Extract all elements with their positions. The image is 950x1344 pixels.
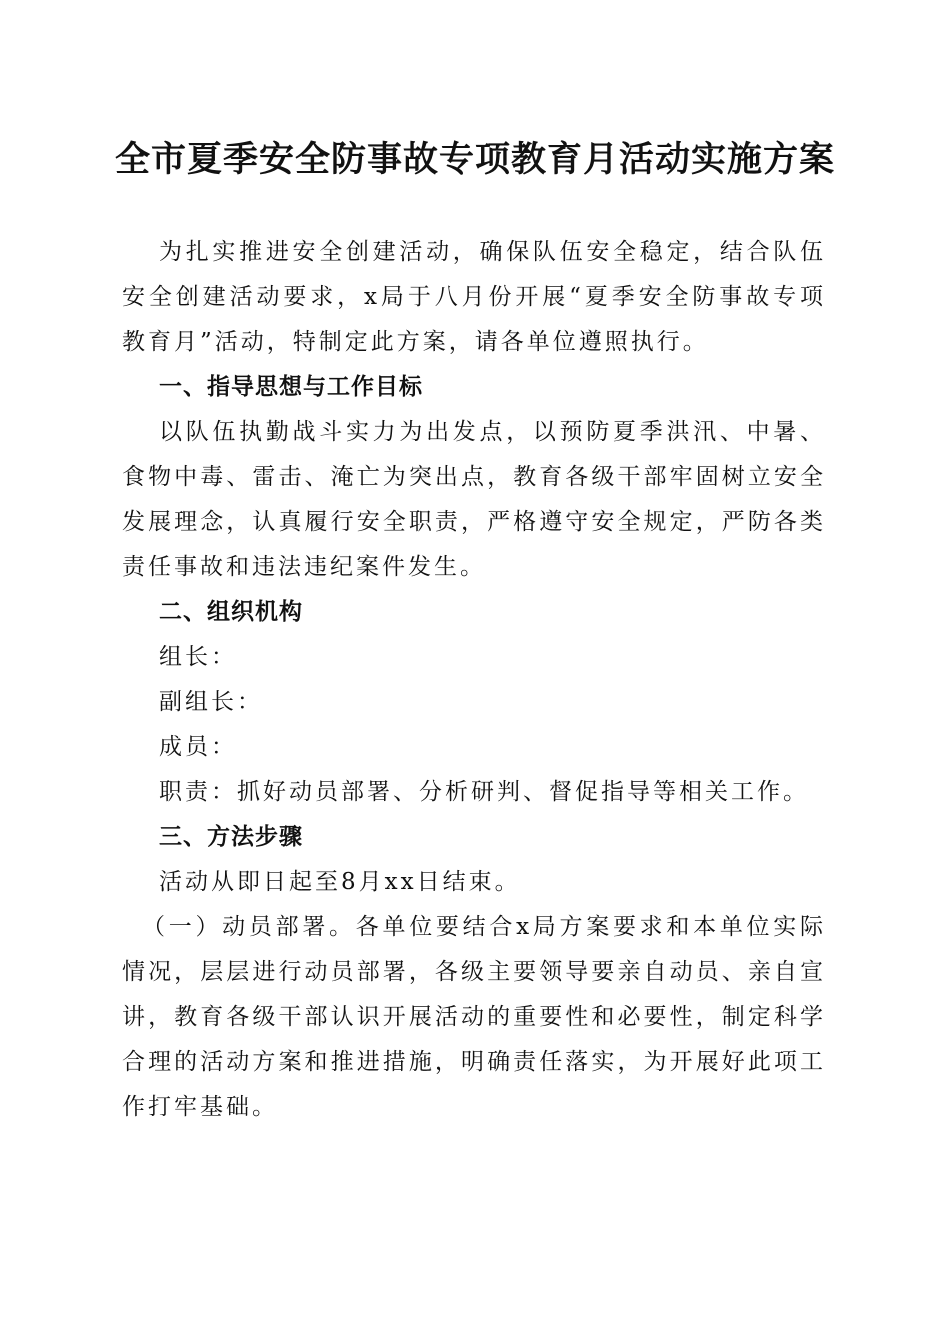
document-title: 全市夏季安全防事故专项教育月活动实施方案 <box>114 139 835 180</box>
duties-line: 职责：抓好动员部署、分析研判、督促指导等相关工作。 <box>159 779 809 805</box>
leader-line: 组长： <box>159 644 237 670</box>
section1-heading: 一、指导思想与工作目标 <box>159 374 423 400</box>
section1-paragraph: 以队伍执勤战斗实力为出发点，以预防夏季洪汛、中暑、食物中毒、雷击、淹亡为突出点，教育各级干部牢固树立安全发展理念，认真履行安全职责，严格遵守安全规定，严防各类责任事故和违法违纪案件发生。 <box>122 419 826 580</box>
deputy-leader-line: 副组长： <box>159 689 263 715</box>
step1-paragraph: （一）动员部署。各单位要结合x局方案要求和本单位实际情况，层层进行动员部署，各级主要领导要亲自动员、亲自宣讲，教育各级干部认识开展活动的重要性和必要性，制定科学合理的活动方案和推进措施，明确责任落实，为开展好此项工作打牢基础。 <box>122 914 826 1120</box>
section3-heading: 三、方法步骤 <box>159 824 303 850</box>
activity-period-line: 活动从即日起至8月xx日结束。 <box>159 869 521 895</box>
document-body <box>122 230 826 1130</box>
section2-heading: 二、组织机构 <box>159 599 303 625</box>
members-line: 成员： <box>159 734 237 760</box>
intro-paragraph: 为扎实推进安全创建活动，确保队伍安全稳定，结合队伍安全创建活动要求，x局于八月份开展“夏季安全防事故专项教育月”活动，特制定此方案，请各单位遵照执行。 <box>122 239 826 355</box>
